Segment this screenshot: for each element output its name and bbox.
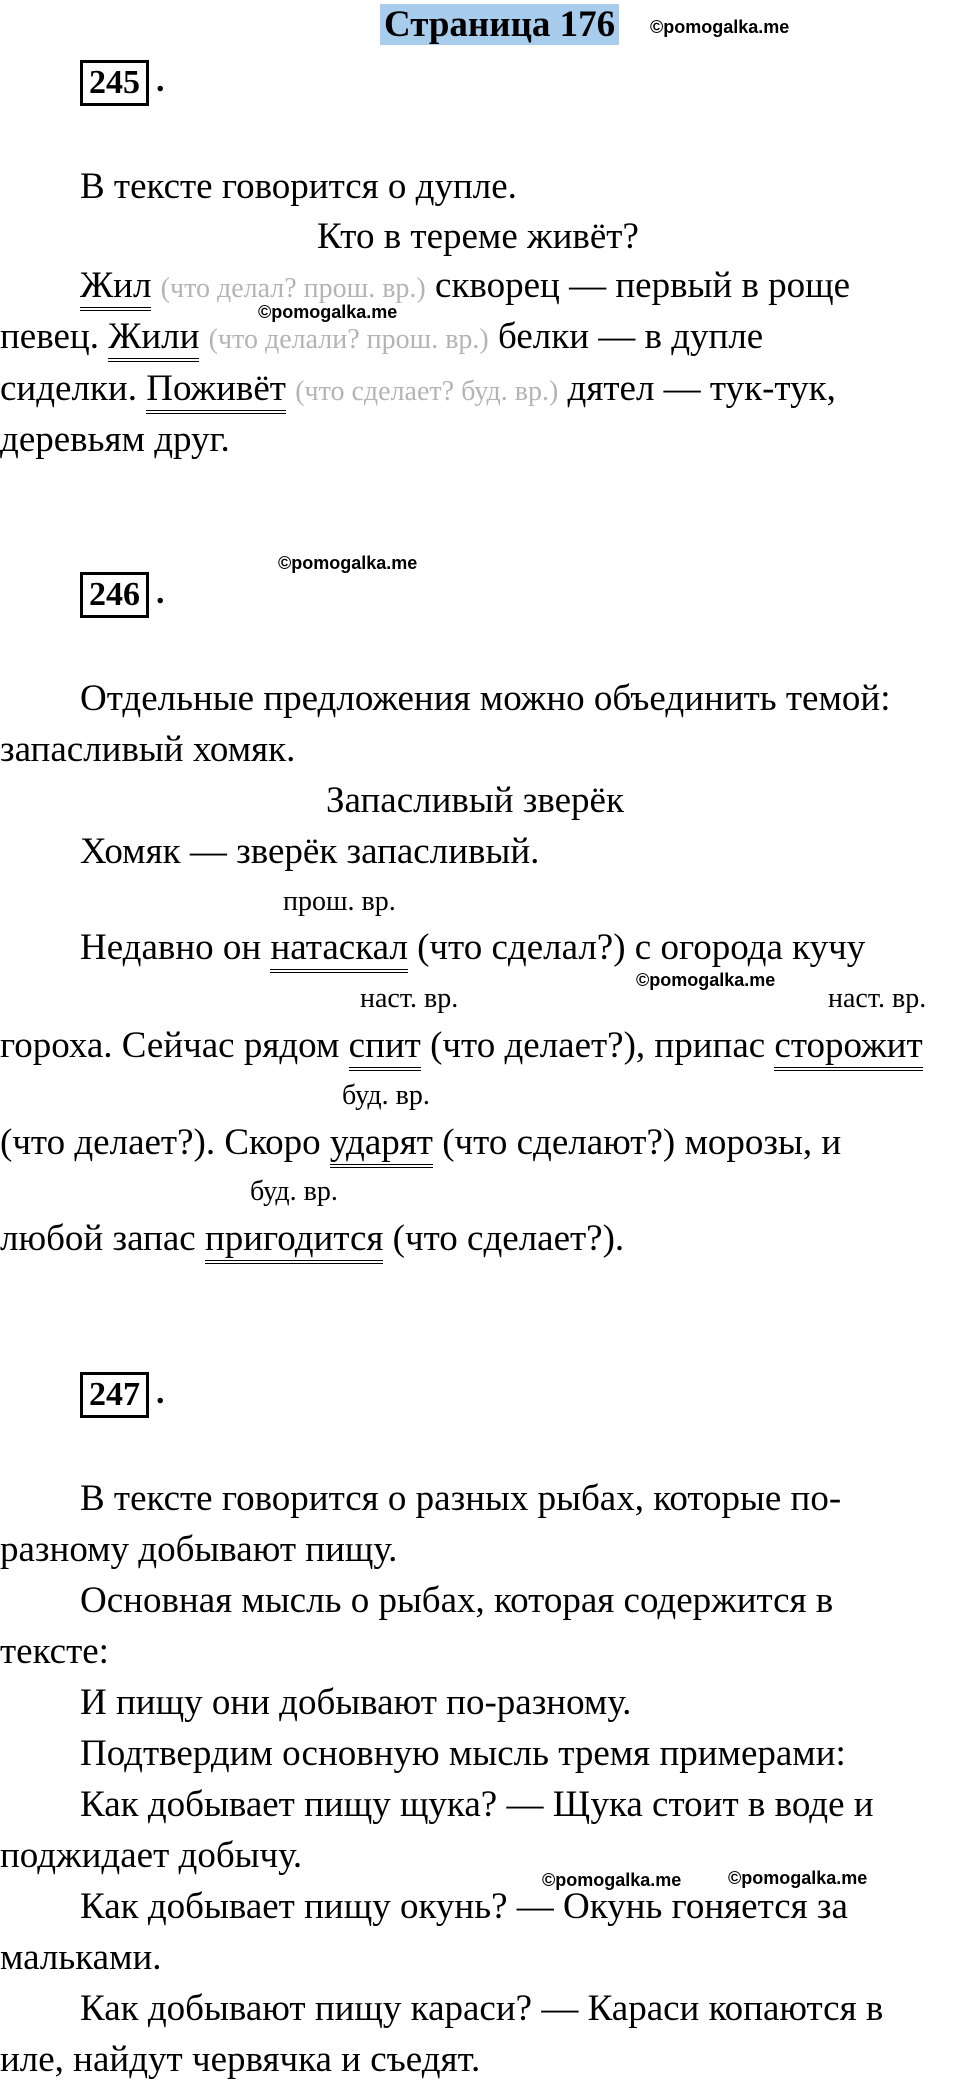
paragraph-line: Хомяк — зверёк запасливый.: [80, 831, 540, 872]
grammar-hint: (что делал? прош. вр.): [160, 273, 426, 304]
paragraph-line: [0, 1220, 624, 1257]
paragraph-line: В тексте говорится о разных рыбах, которые по-: [80, 1478, 842, 1519]
watermark: ©pomogalka.me: [636, 970, 776, 990]
text-fragment: (что сделают?) морозы, и: [442, 1122, 842, 1163]
text-fragment: дятел — тук-тук,: [567, 368, 836, 409]
tense-label: наст. вр.: [360, 983, 459, 1014]
paragraph-line: [0, 1124, 841, 1161]
text-title: Кто в тереме живёт?: [317, 216, 639, 257]
underlined-verb: сторожит: [774, 1025, 922, 1071]
paragraph-line: Подтвердим основную мысль тремя примерами:: [80, 1733, 846, 1774]
paragraph-line: Как добывают пищу караси? — Караси копаются в: [80, 1988, 884, 2029]
paragraph-line: поджидает добычу.: [0, 1835, 303, 1876]
paragraph-line: [0, 370, 836, 407]
text-fragment: любой запас: [0, 1218, 196, 1259]
text-fragment: певец.: [0, 316, 99, 357]
paragraph-line: Основная мысль о рыбах, которая содержится в: [80, 1580, 834, 1621]
paragraph-line: мальками.: [0, 1937, 162, 1978]
exercise-number-246: 246: [80, 572, 149, 618]
underlined-verb: спит: [349, 1025, 421, 1071]
paragraph-line: Как добывает пищу щука? — Щука стоит в воде и: [80, 1784, 874, 1825]
tense-label: наст. вр.: [828, 983, 927, 1014]
paragraph-line: тексте:: [0, 1631, 109, 1672]
exercise-dot: .: [156, 1374, 165, 1411]
text-fragment: сиделки.: [0, 368, 137, 409]
paragraph-line: Как добывает пищу окунь? — Окунь гоняется за: [80, 1886, 848, 1927]
watermark: ©pomogalka.me: [278, 553, 418, 573]
page-title: Страница 176: [380, 4, 619, 45]
paragraph-line: запасливый хомяк.: [0, 729, 296, 770]
underlined-verb: натаскал: [270, 927, 407, 973]
paragraph-line: Отдельные предложения можно объединить темой:: [80, 678, 891, 719]
text-fragment: (что сделает?).: [392, 1218, 625, 1259]
paragraph-line: В тексте говорится о дупле.: [80, 166, 517, 207]
text-fragment: (что сделал?) с огорода кучу: [417, 927, 866, 968]
exercise-dot: .: [156, 62, 165, 99]
text-fragment: Недавно он: [80, 927, 262, 968]
watermark: ©pomogalka.me: [258, 302, 398, 322]
underlined-verb: Жили: [108, 316, 199, 362]
tense-label: буд. вр.: [342, 1080, 430, 1111]
paragraph-line: [0, 318, 763, 355]
underlined-verb: Поживёт: [146, 368, 286, 414]
paragraph-line: [0, 1027, 923, 1064]
paragraph-line: иле, найдут червячка и съедят.: [0, 2039, 481, 2080]
paragraph-line: И пищу они добывают по-разному.: [80, 1682, 632, 1723]
watermark: ©pomogalka.me: [542, 1870, 682, 1890]
underlined-verb: ударят: [330, 1122, 433, 1168]
exercise-number-245: 245: [80, 60, 149, 106]
text-fragment: (что делает?). Скоро: [0, 1122, 321, 1163]
text-title: Запасливый зверёк: [326, 780, 624, 821]
paragraph-line: [80, 929, 865, 966]
exercise-number-247: 247: [80, 1372, 149, 1418]
underlined-verb: пригодится: [205, 1218, 383, 1264]
paragraph-line: деревьям друг.: [0, 419, 230, 460]
grammar-hint: (что сделает? буд. вр.): [295, 376, 559, 407]
watermark: ©pomogalka.me: [728, 1868, 868, 1888]
paragraph-line: [80, 267, 850, 304]
text-fragment: (что делает?), припас: [430, 1025, 766, 1066]
tense-label: буд. вр.: [250, 1176, 338, 1207]
header-watermark: ©pomogalka.me: [650, 17, 790, 37]
underlined-verb: Жил: [80, 265, 151, 311]
text-fragment: гороха. Сейчас рядом: [0, 1025, 340, 1066]
tense-label: прош. вр.: [283, 886, 396, 917]
text-fragment: скворец — первый в роще: [435, 265, 851, 306]
paragraph-line: разному добывают пищу.: [0, 1529, 398, 1570]
text-fragment: белки — в дупле: [498, 316, 764, 357]
exercise-dot: .: [156, 574, 165, 611]
grammar-hint: (что делали? прош. вр.): [208, 324, 489, 355]
